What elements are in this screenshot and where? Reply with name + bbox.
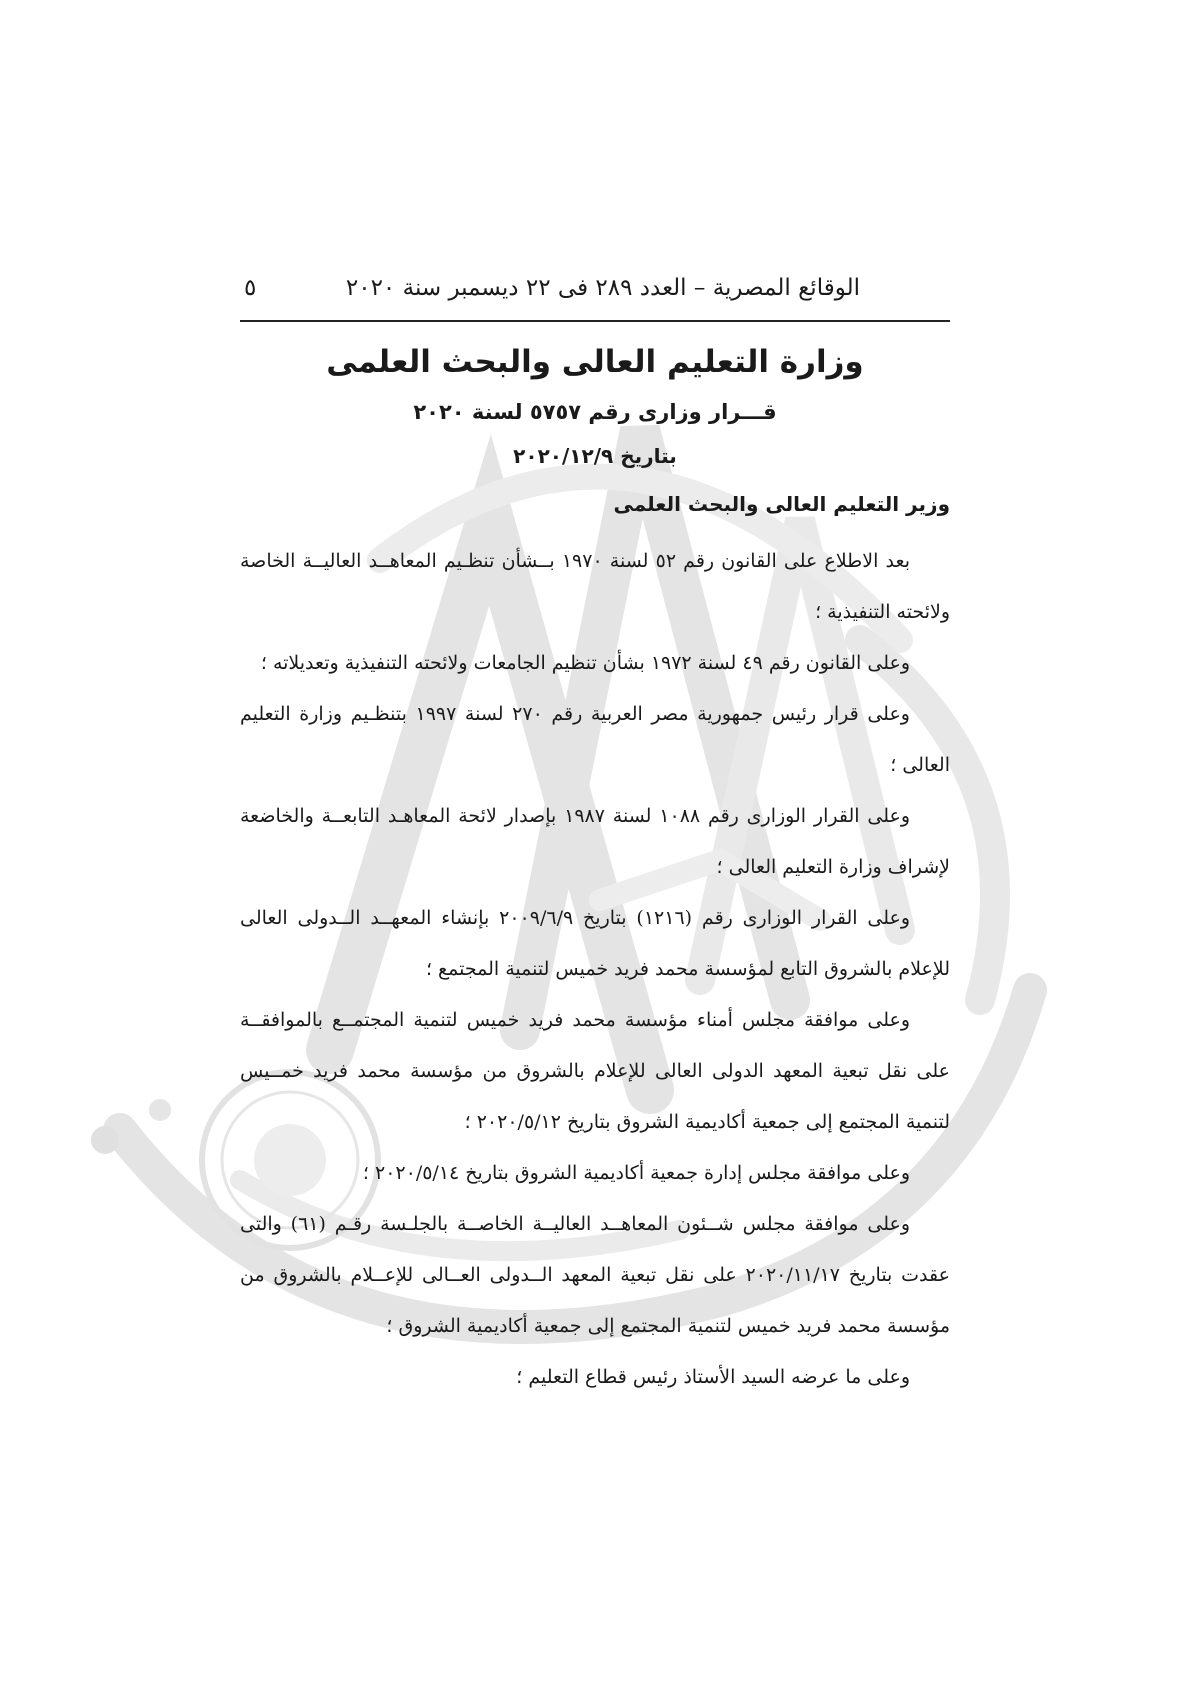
paragraph: وعلى موافقة مجلس إدارة جمعية أكاديمية الشروق بتاريخ ٢٠٢٠/٥/١٤ ؛ bbox=[362, 1162, 910, 1184]
paragraph: وعلى موافقة مجلس شــئون المعاهــد العاليــة الخاصــة بالجلـسة رقـم (٦١) والتى عقدت بتاريخ ٢٠٢٠/١١/١٧ على نقل تبعية المعهد الــدولى العــالى للإعــلام بالشروق من مؤسسة محمد فريد خميس لتنمية المجتمع إلى جمعية أكاديمية الشروق ؛ bbox=[240, 1213, 950, 1337]
document-page bbox=[240, 250, 950, 1403]
paragraph: وعلى موافقة مجلس أمناء مؤسسة محمد فريد خميس لتنمية المجتمــع بالموافقــة على نقل تبعية المعهد الدولى العالى للإعلام بالشروق من مؤسسة محمد فريد خمــيس لتنمية المجتمع إلى جمعية أكاديمية الشروق بتاريخ ٢٠٢٠/٥/١٢ ؛ bbox=[240, 1009, 950, 1133]
paragraph: وعلى القرار الوزارى رقم ١٠٨٨ لسنة ١٩٨٧ بإصدار لائحة المعاهـد التابعــة والخاضعة لإشراف وزارة التعليم العالى ؛ bbox=[240, 805, 950, 878]
ministry-title: وزارة التعليم العالى والبحث العلمى bbox=[326, 344, 864, 380]
paragraph: بعد الاطلاع على القانون رقم ٥٢ لسنة ١٩٧٠ بــشأن تنظـيم المعاهــد العاليــة الخاصة ولائحته التنفيذية ؛ bbox=[240, 550, 950, 623]
paragraph: وعلى القانون رقم ٤٩ لسنة ١٩٧٢ بشأن تنظيم الجامعات ولائحته التنفيذية وتعديلاته ؛ bbox=[260, 652, 910, 674]
page-number: ٥ bbox=[244, 275, 257, 301]
minister-heading: وزير التعليم العالى والبحث العلمى bbox=[613, 492, 950, 516]
gazette-title: الوقائع المصرية – العدد ٢٨٩ فى ٢٢ ديسمبر سنة ٢٠٢٠ bbox=[345, 275, 860, 301]
paragraph: وعلى قرار رئيس جمهورية مصر العربية رقم ٢٧٠ لسنة ١٩٩٧ بتنظـيم وزارة التعليم العالى ؛ bbox=[240, 703, 950, 776]
decree-title: قـــرار وزارى رقم ٥٧٥٧ لسنة ٢٠٢٠ bbox=[413, 400, 777, 424]
decree-body bbox=[240, 536, 950, 1403]
paragraph: وعلى ما عرضه السيد الأستاذ رئيس قطاع التعليم ؛ bbox=[516, 1366, 910, 1388]
decree-date: بتاريخ ٢٠٢٠/١٢/٩ bbox=[513, 444, 677, 468]
paragraph: وعلى القرار الوزارى رقم (١٢١٦) بتاريخ ٢٠٠٩/٦/٩ بإنشاء المعهــد الــدولى العالى للإعلام بالشروق التابع لمؤسسة محمد فريد خميس لتنمية المجتمع ؛ bbox=[240, 907, 950, 980]
gazette-header bbox=[240, 250, 950, 322]
